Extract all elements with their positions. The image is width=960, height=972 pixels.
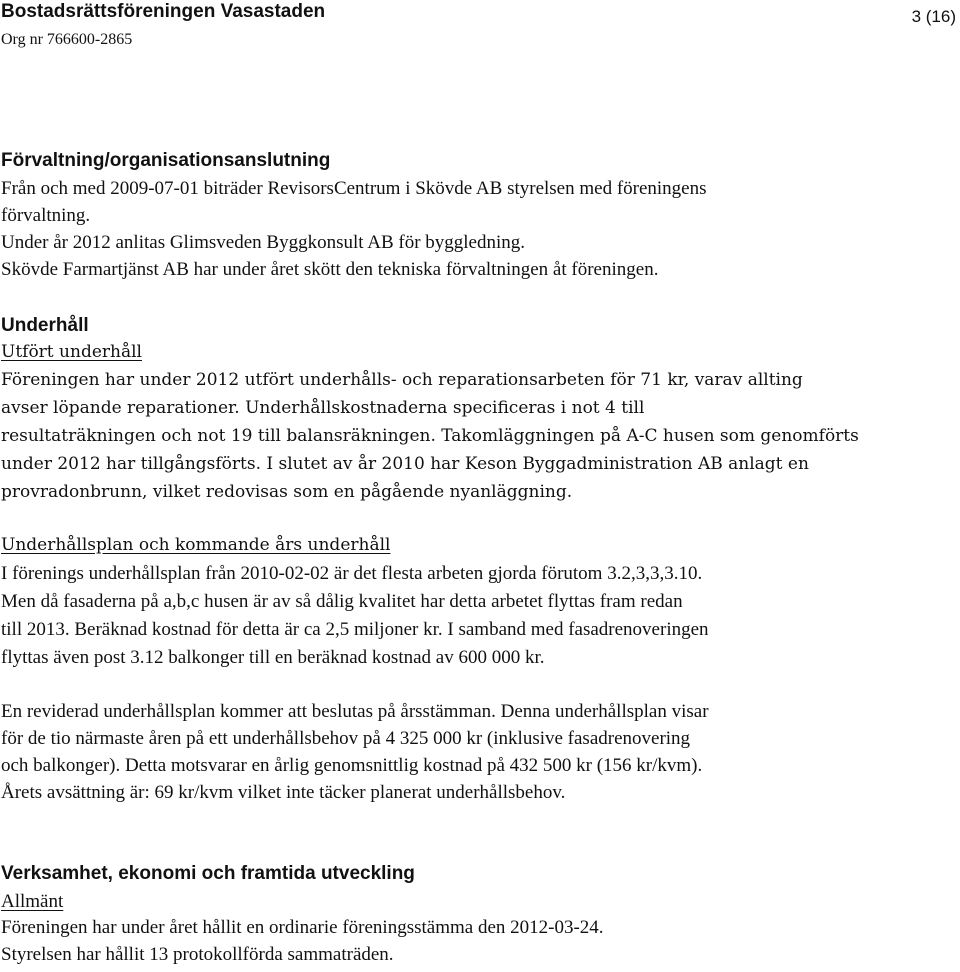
paragraph-line: Föreningen har under 2012 utfört underhålls- och reparationsarbeten för 71 kr, varav allting xyxy=(1,370,803,390)
paragraph-line: I förenings underhållsplan från 2010-02-02 är det flesta arbeten gjorda förutom 3.2,3,3,3.10. xyxy=(1,563,703,584)
paragraph-line: förvaltning. xyxy=(1,205,91,226)
paragraph-line: och balkonger). Detta motsvarar en årlig genomsnittlig kostnad på 432 500 kr (156 kr/kvm). xyxy=(1,755,703,776)
section-heading-verksamhet: Verksamhet, ekonomi och framtida utveckling xyxy=(1,863,415,884)
page-number: 3 (16) xyxy=(911,7,956,26)
paragraph-line: Årets avsättning är: 69 kr/kvm vilket inte täcker planerat underhållsbehov. xyxy=(1,782,566,803)
paragraph-line: En reviderad underhållsplan kommer att beslutas på årsstämman. Denna underhållsplan visar xyxy=(1,701,709,722)
paragraph-line: avser löpande reparationer. Underhållskostnaderna specificeras i not 4 till xyxy=(1,398,645,418)
paragraph-line: Skövde Farmartjänst AB har under året skött den tekniska förvaltningen åt föreningen. xyxy=(1,259,659,280)
paragraph-line: under 2012 har tillgångsförts. I slutet av år 2010 har Keson Byggadministration AB anlagt en xyxy=(1,454,809,474)
paragraph-line: till 2013. Beräknad kostnad för detta är ca 2,5 miljoner kr. I samband med fasadrenoveringen xyxy=(1,619,709,640)
subheading-allmant: Allmänt xyxy=(1,891,64,912)
subheading-underhallsplan: Underhållsplan och kommande års underhåll xyxy=(1,535,391,555)
paragraph-line: för de tio närmaste åren på ett underhållsbehov på 4 325 000 kr (inklusive fasadrenovering xyxy=(1,728,691,749)
paragraph-line: flyttas även post 3.12 balkonger till en beräknad kostnad av 600 000 kr. xyxy=(1,647,545,668)
subheading-utfort-underhall: Utfört underhåll xyxy=(1,342,142,362)
paragraph-line: Styrelsen har hållit 13 protokollförda sammaträden. xyxy=(1,944,394,965)
paragraph-line: provradonbrunn, vilket redovisas som en pågående nyanläggning. xyxy=(1,482,573,502)
paragraph-line: Under år 2012 anlitas Glimsveden Byggkonsult AB för byggledning. xyxy=(1,232,526,253)
section-heading-underhall: Underhåll xyxy=(1,315,89,336)
paragraph-line: resultaträkningen och not 19 till balansräkningen. Takomläggningen på A-C husen som genomförts xyxy=(1,426,859,446)
paragraph-line: Från och med 2009-07-01 biträder RevisorsCentrum i Skövde AB styrelsen med föreningens xyxy=(1,178,707,199)
association-name: Bostadsrättsföreningen Vasastaden xyxy=(1,1,326,22)
paragraph-line: Föreningen har under året hållit en ordinarie föreningsstämma den 2012-03-24. xyxy=(1,917,604,938)
paragraph-line: Men då fasaderna på a,b,c husen är av så dålig kvalitet har detta arbetet flyttas fram redan xyxy=(1,591,683,612)
org-number: Org nr 766600-2865 xyxy=(1,31,133,48)
section-heading-forvaltning: Förvaltning/organisationsanslutning xyxy=(1,150,331,171)
